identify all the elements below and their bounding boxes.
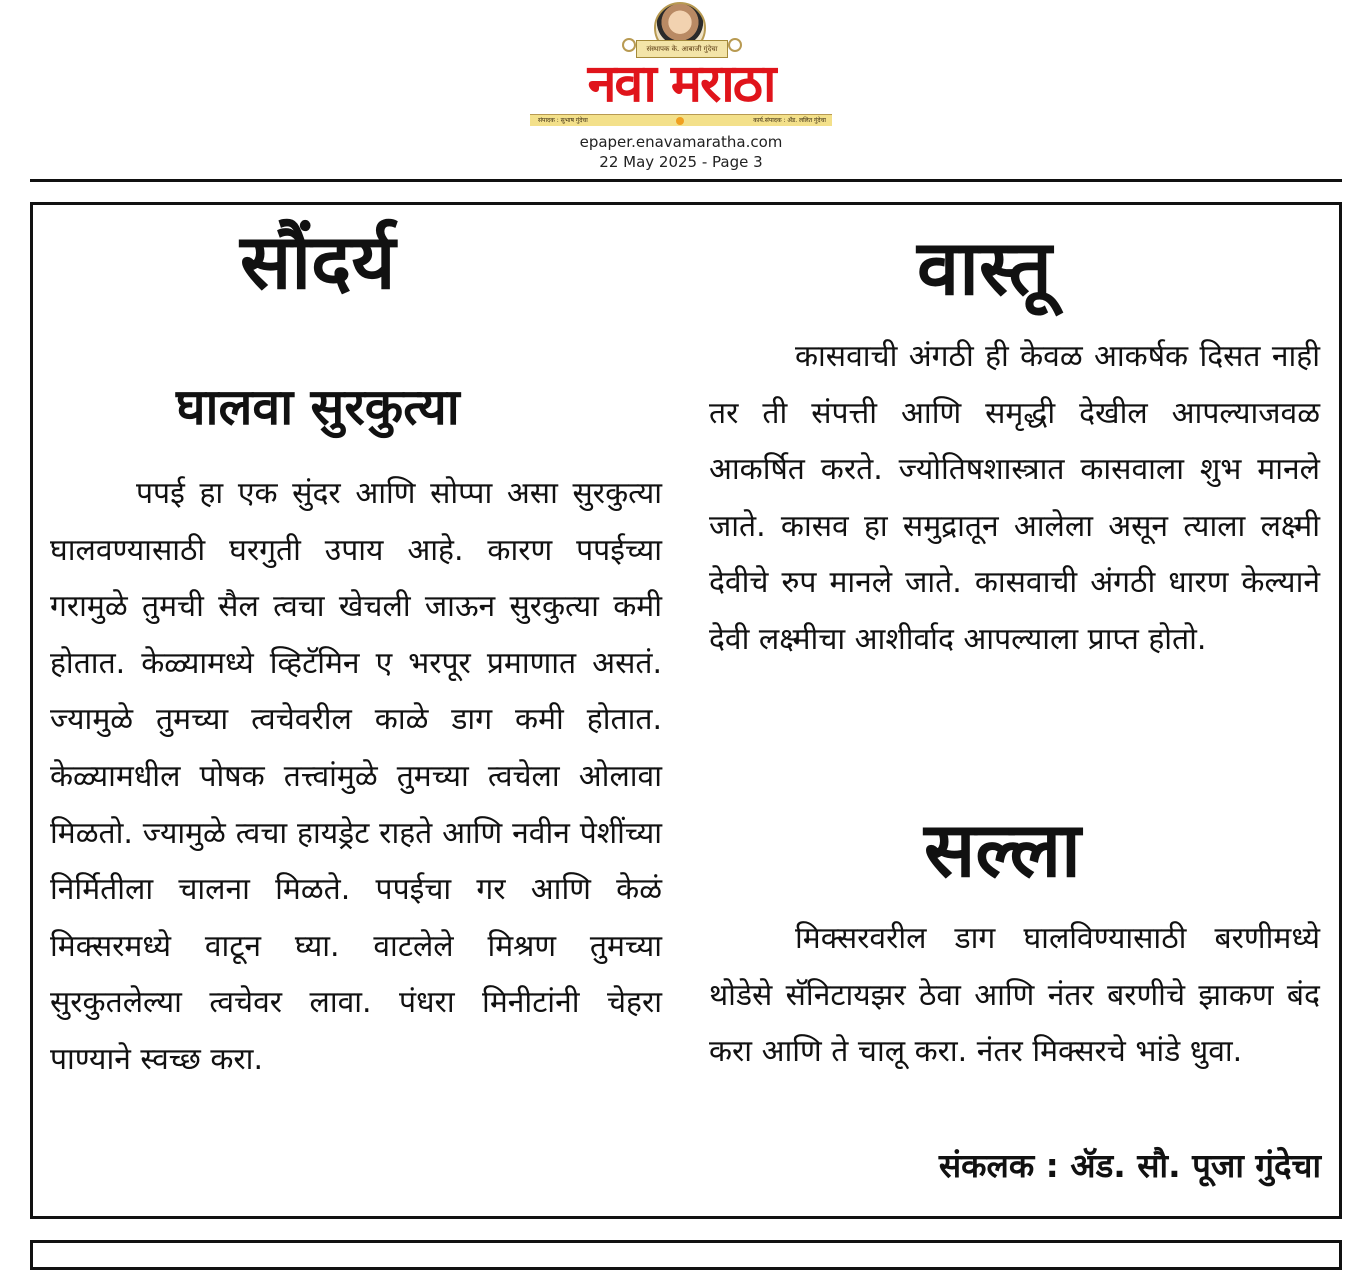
tip-body-text: मिक्सरवरील डाग घालविण्यासाठी बरणीमध्ये थोडेसे सॅनिटायझर ठेवा आणि नंतर बरणीचे झाकण बंद करा आणि ते चालू करा. नंतर मिक्सरचे भांडे धुवा.	[709, 921, 1320, 1070]
logo-flourish-left	[622, 38, 636, 52]
section-title-beauty: सौंदर्य	[240, 217, 396, 306]
article-body-left	[50, 466, 662, 1089]
section-title-vastu: वास्तू	[917, 223, 1052, 312]
masthead	[0, 0, 1362, 180]
logo-flourish-right	[728, 38, 742, 52]
next-article-box	[30, 1240, 1342, 1270]
editor-credit: संपादक : सुभाष गुंदेचा	[538, 117, 588, 124]
section-title-tip: सल्ला	[924, 805, 1081, 894]
article-title: घालवा सुरकुत्या	[176, 378, 460, 436]
article-body-right	[709, 329, 1320, 669]
article-body-right-text: कासवाची अंगठी ही केवळ आकर्षक दिसत नाही तर ती संपत्ती आणि समृद्धी देखील आपल्याजवळ आकर्षित करते. ज्योतिषशास्त्रात कासवाला शुभ मानले जाते. कासव हा समुद्रातून आलेला असून त्याला लक्ष्मी देवीचे रुप मानले जाते. कासवाची अंगठी धारण केल्याने देवी लक्ष्मीचा आशीर्वाद आपल्याला प्राप्त होतो.	[709, 339, 1320, 657]
site-url: epaper.enavamaratha.com	[579, 133, 783, 151]
portrait-caption: संस्थापक के. आबाजी गुंदेचा	[636, 40, 728, 58]
article-body-left-text: पपई हा एक सुंदर आणि सोप्पा असा सुरकुत्या घालवण्यासाठी घरगुती उपाय आहे. कारण पपईच्या गरामुळे तुमची सैल त्वचा खेचली जाऊन सुरकुत्या कमी होतात. केळ्यामध्ये व्हिटॅमिन ए भरपूर प्रमाणात असतं. ज्यामुळे तुमच्या त्वचेवरील काळे डाग कमी होतात. केळ्यामधील पोषक तत्त्वांमुळे तुमच्या त्वचेला ओलावा मिळतो. ज्यामुळे त्वचा हायड्रेट राहते आणि नवीन पेशींच्या निर्मितीला चालना मिळते. पपईचा गर आणि केळं मिक्सरमध्ये वाटून घ्या. वाटलेले मिश्रण तुमच्या सुरकुतलेल्या त्वचेवर लावा. पंधरा मिनीटांनी चेहरा पाण्याने स्वच्छ करा.	[50, 476, 662, 1077]
tip-body	[709, 911, 1320, 1081]
logo-strip	[530, 114, 832, 126]
exec-editor-credit: कार्य.संपादक : ॲड. ललित गुंदेचा	[753, 117, 826, 124]
sun-icon	[676, 117, 684, 125]
byline: संकलक : ॲड. सौ. पूजा गुंदेचा	[938, 1146, 1321, 1185]
header-rule	[30, 179, 1342, 182]
newspaper-logo: नवा मराठा	[587, 54, 775, 114]
page-date: 22 May 2025 - Page 3	[599, 153, 763, 171]
